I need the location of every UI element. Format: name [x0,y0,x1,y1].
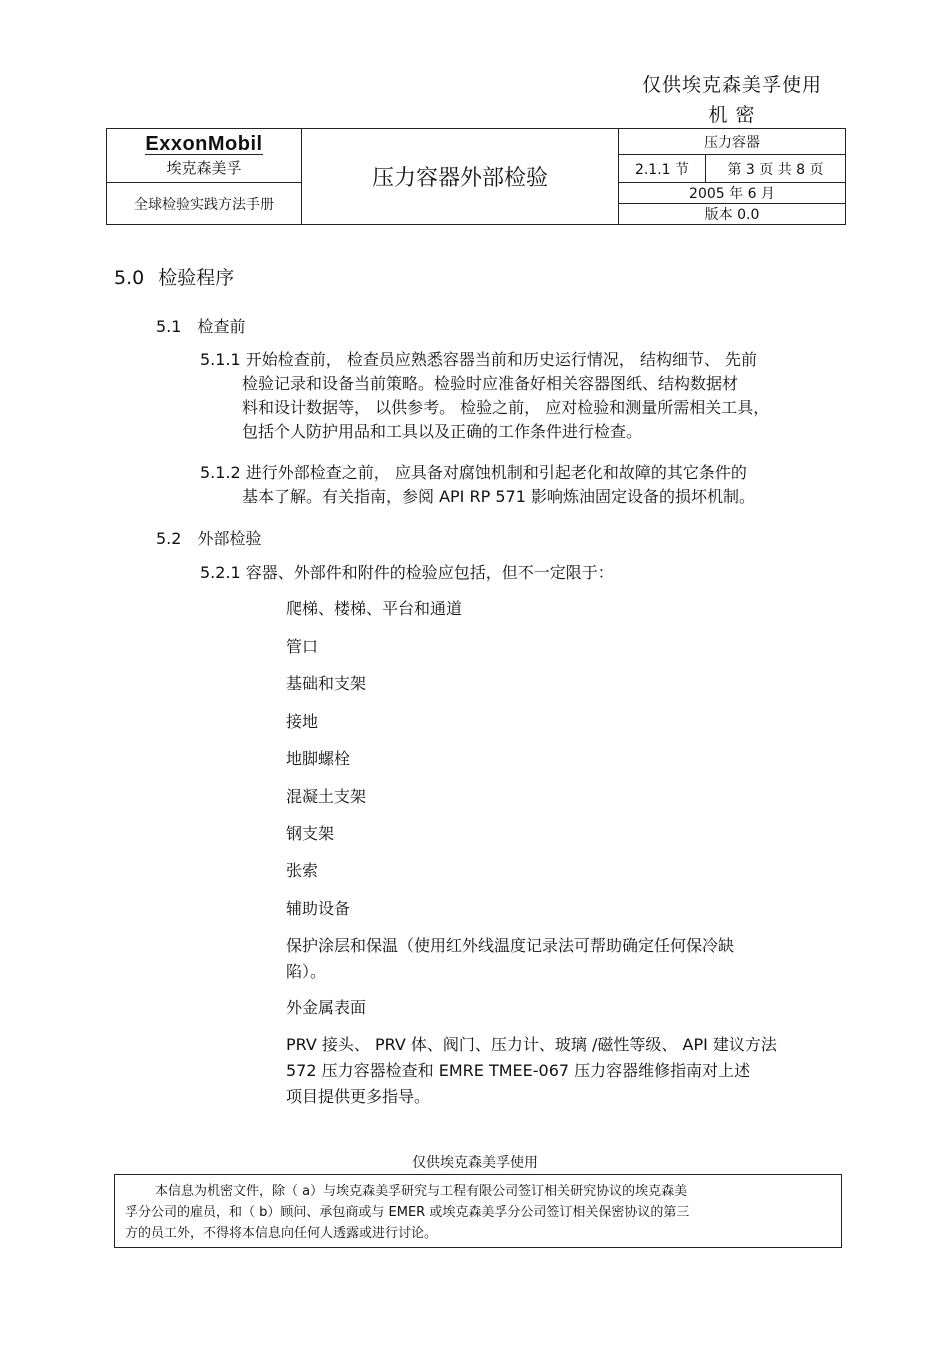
confidential-label: 机 密 [708,104,756,126]
subsection-5-1 [156,314,245,337]
list-item: 钢支架 [286,824,335,843]
notice-line: 孚分公司的雇员，和（ b）顾问、承包商或与 EMER 或埃克森美孚分公司签订相关保密协议的第三 [125,1205,690,1220]
list-item-prv [286,1032,846,1110]
list-item-line: 572 压力容器检查和 EMRE TMEE-067 压力容器维修指南对上述 [286,1061,751,1080]
issue-date: 2005 年 6 月 [619,183,846,204]
confidential-note [642,70,822,130]
subsection-number: 5.1 [156,317,182,336]
list-item-surface: 外金属表面 [286,998,367,1017]
list-item-line: 陷）。 [286,962,327,981]
subsection-title: 外部检验 [197,529,262,548]
confidentiality-notice [114,1174,842,1248]
para-line: 5.1.1 开始检查前， 检查员应熟悉容器当前和历史运行情况， 结构细节、 先前 [200,350,758,369]
notice-line: 方的员工外，不得将本信息向任何人透露或进行讨论。 [125,1226,438,1241]
list-item: 爬梯、楼梯、平台和通道 [286,599,463,618]
section-number: 2.1.1 节 [619,155,706,183]
category-cell: 压力容器 [619,129,846,155]
list-item-line: 项目提供更多指导。 [286,1087,431,1106]
list-item-line: 保护涂层和保温（使用红外线温度记录法可帮助确定任何保冷缺 [286,936,735,955]
paragraph-5-2-1: 5.2.1 容器、外部件和附件的检验应包括，但不一定限于： [200,563,614,582]
paragraph-5-1-1 [200,348,850,444]
document-header [106,128,846,225]
para-line: 料和设计数据等， 以供参考。 检验之前， 应对检验和测量所需相关工具， [242,398,770,417]
heading-number: 5.0 [114,267,145,289]
list-item: 辅助设备 [286,899,351,918]
document-title: 压力容器外部检验 [302,129,619,225]
internal-use-label: 仅供埃克森美孚使用 [641,74,822,96]
list-item: 接地 [286,712,319,731]
subsection-number: 5.2 [156,529,182,548]
list-item: 基础和支架 [286,674,367,693]
list-item-line: PRV 接头、 PRV 体、阀门、压力计、玻璃 /磁性等级、 API 建议方法 [286,1035,777,1054]
heading-text: 检验程序 [158,267,235,289]
exxonmobil-logo: ExxonMobil [145,132,263,155]
para-line: 检验记录和设备当前策略。检验时应准备好相关容器图纸、结构数据材 [242,374,739,393]
version-number: 版本 0.0 [619,204,846,225]
list-item: 地脚螺栓 [286,749,351,768]
manual-name: 全球检验实践方法手册 [107,183,302,225]
list-item: 管口 [286,637,319,656]
para-line: 包括个人防护用品和工具以及正确的工作条件进行检查。 [242,422,643,441]
subsection-title: 检查前 [197,317,246,336]
list-item-coating [286,933,734,985]
section-heading-5-0 [114,263,248,290]
para-line: 5.1.2 进行外部检查之前， 应具备对腐蚀机制和引起老化和故障的其它条件的 [200,463,747,482]
logo-cell [107,129,302,183]
paragraph-5-1-2 [200,461,850,509]
company-name: 埃克森美孚 [166,158,242,177]
para-line: 基本了解。有关指南，参阅 API RP 571 影响炼油固定设备的损坏机制。 [242,487,755,506]
list-item: 张索 [286,861,319,880]
page-number: 第 3 页 共 8 页 [706,155,846,183]
list-item: 混凝土支架 [286,787,367,806]
notice-line: 本信息为机密文件，除（ a）与埃克森美孚研究与工程有限公司签订相关研究协议的埃克森美 [155,1184,688,1199]
subsection-5-2 [156,526,261,549]
footer-internal-use: 仅供埃克森美孚使用 [412,1155,538,1171]
